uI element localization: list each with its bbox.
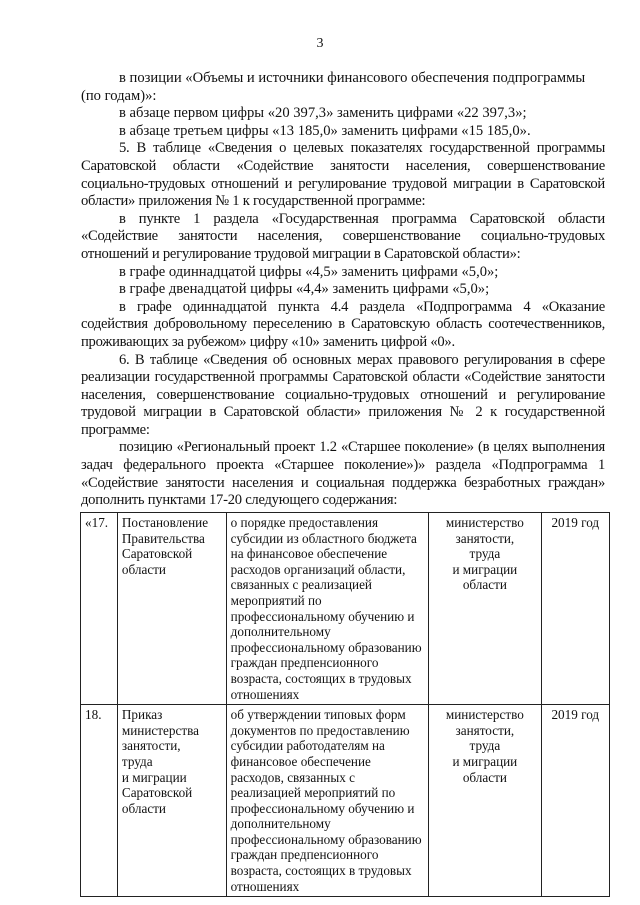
document-type-cell: Постановление Правительства Саратовской области xyxy=(117,513,226,705)
responsible-cell: министерство занятости, труда и миграции области xyxy=(429,513,542,705)
paragraph: в пункте 1 раздела «Государственная программа Саратовской области «Содействие занятости населения, совершенствование социально-трудовых отношений и регулирование трудовой миграции в Саратовской области»: xyxy=(81,210,605,262)
row-number-cell: «17. xyxy=(81,513,118,705)
row-number-cell: 18. xyxy=(81,705,118,897)
paragraph: 5. В таблице «Сведения о целевых показателях государственной программы Саратовской области «Содействие занятости населения, совершенствование социально-трудовых отношений и регулирование трудовой миграции в Саратовской области» приложения № 1 к государственной программе: xyxy=(81,140,605,210)
year-cell: 2019 год xyxy=(541,513,609,705)
paragraph: 6. В таблице «Сведения об основных мерах правового регулирования в сфере реализации государственной программы Саратовской области «Содействие занятости населения, совершенствование социально-трудовых отношений и регулирование трудовой миграции в Саратовской области» приложения № 2 к государственной программе: xyxy=(81,351,605,438)
subject-cell: о порядке предоставления субсидии из областного бюджета на финансовое обеспечение расходов организаций области, связанных с реализацией мероприятий по профессиональному обучению и дополнительному профессиональному образованию граждан предпенсионного возраста, состоящих в трудовых отношениях xyxy=(226,513,428,705)
paragraph: в абзаце третьем цифры «13 185,0» заменить цифрами «15 185,0». xyxy=(119,122,531,139)
paragraph: в графе одиннадцатой пункта 4.4 раздела «Подпрограмма 4 «Оказание содействия добровольному переселению в Саратовскую область соотечественников, проживающих за рубежом» цифру «10» заменить цифрой «0». xyxy=(81,298,605,350)
paragraph: в графе одиннадцатой цифры «4,5» заменить цифрами «5,0»; xyxy=(119,263,499,280)
year-cell: 2019 год xyxy=(541,705,609,897)
page-number: 3 xyxy=(316,36,324,51)
document-body xyxy=(81,70,605,510)
paragraph: в позиции «Объемы и источники финансового обеспечения подпрограммы (по годам)»: xyxy=(81,70,586,104)
responsible-cell: министерство занятости, труда и миграции области xyxy=(429,705,542,897)
subject-cell: об утверждении типовых форм документов по предоставлению субсидии работодателям на финансовое обеспечение расходов, связанных с реализацией мероприятий по профессиональному обучению и дополнительному профессиональному образованию граждан предпенсионного возраста, состоящих в трудовых отношениях xyxy=(226,705,428,897)
paragraph: в абзаце первом цифры «20 397,3» заменить цифрами «22 397,3»; xyxy=(119,105,527,122)
paragraph: позицию «Региональный проект 1.2 «Старшее поколение» (в целях выполнения задач федерального проекта «Старшее поколение»)» раздела «Подпрограмма 1 «Содействие занятости населения и социальная поддержка безработных граждан» дополнить пунктами 17-20 следующего содержания: xyxy=(81,439,605,509)
paragraph: в графе двенадцатой цифры «4,4» заменить цифрами «5,0»; xyxy=(119,281,490,298)
measures-table xyxy=(80,512,610,897)
table-row xyxy=(81,513,610,705)
document-type-cell: Приказ министерства занятости, труда и миграции Саратовской области xyxy=(117,705,226,897)
table-row xyxy=(81,705,610,897)
